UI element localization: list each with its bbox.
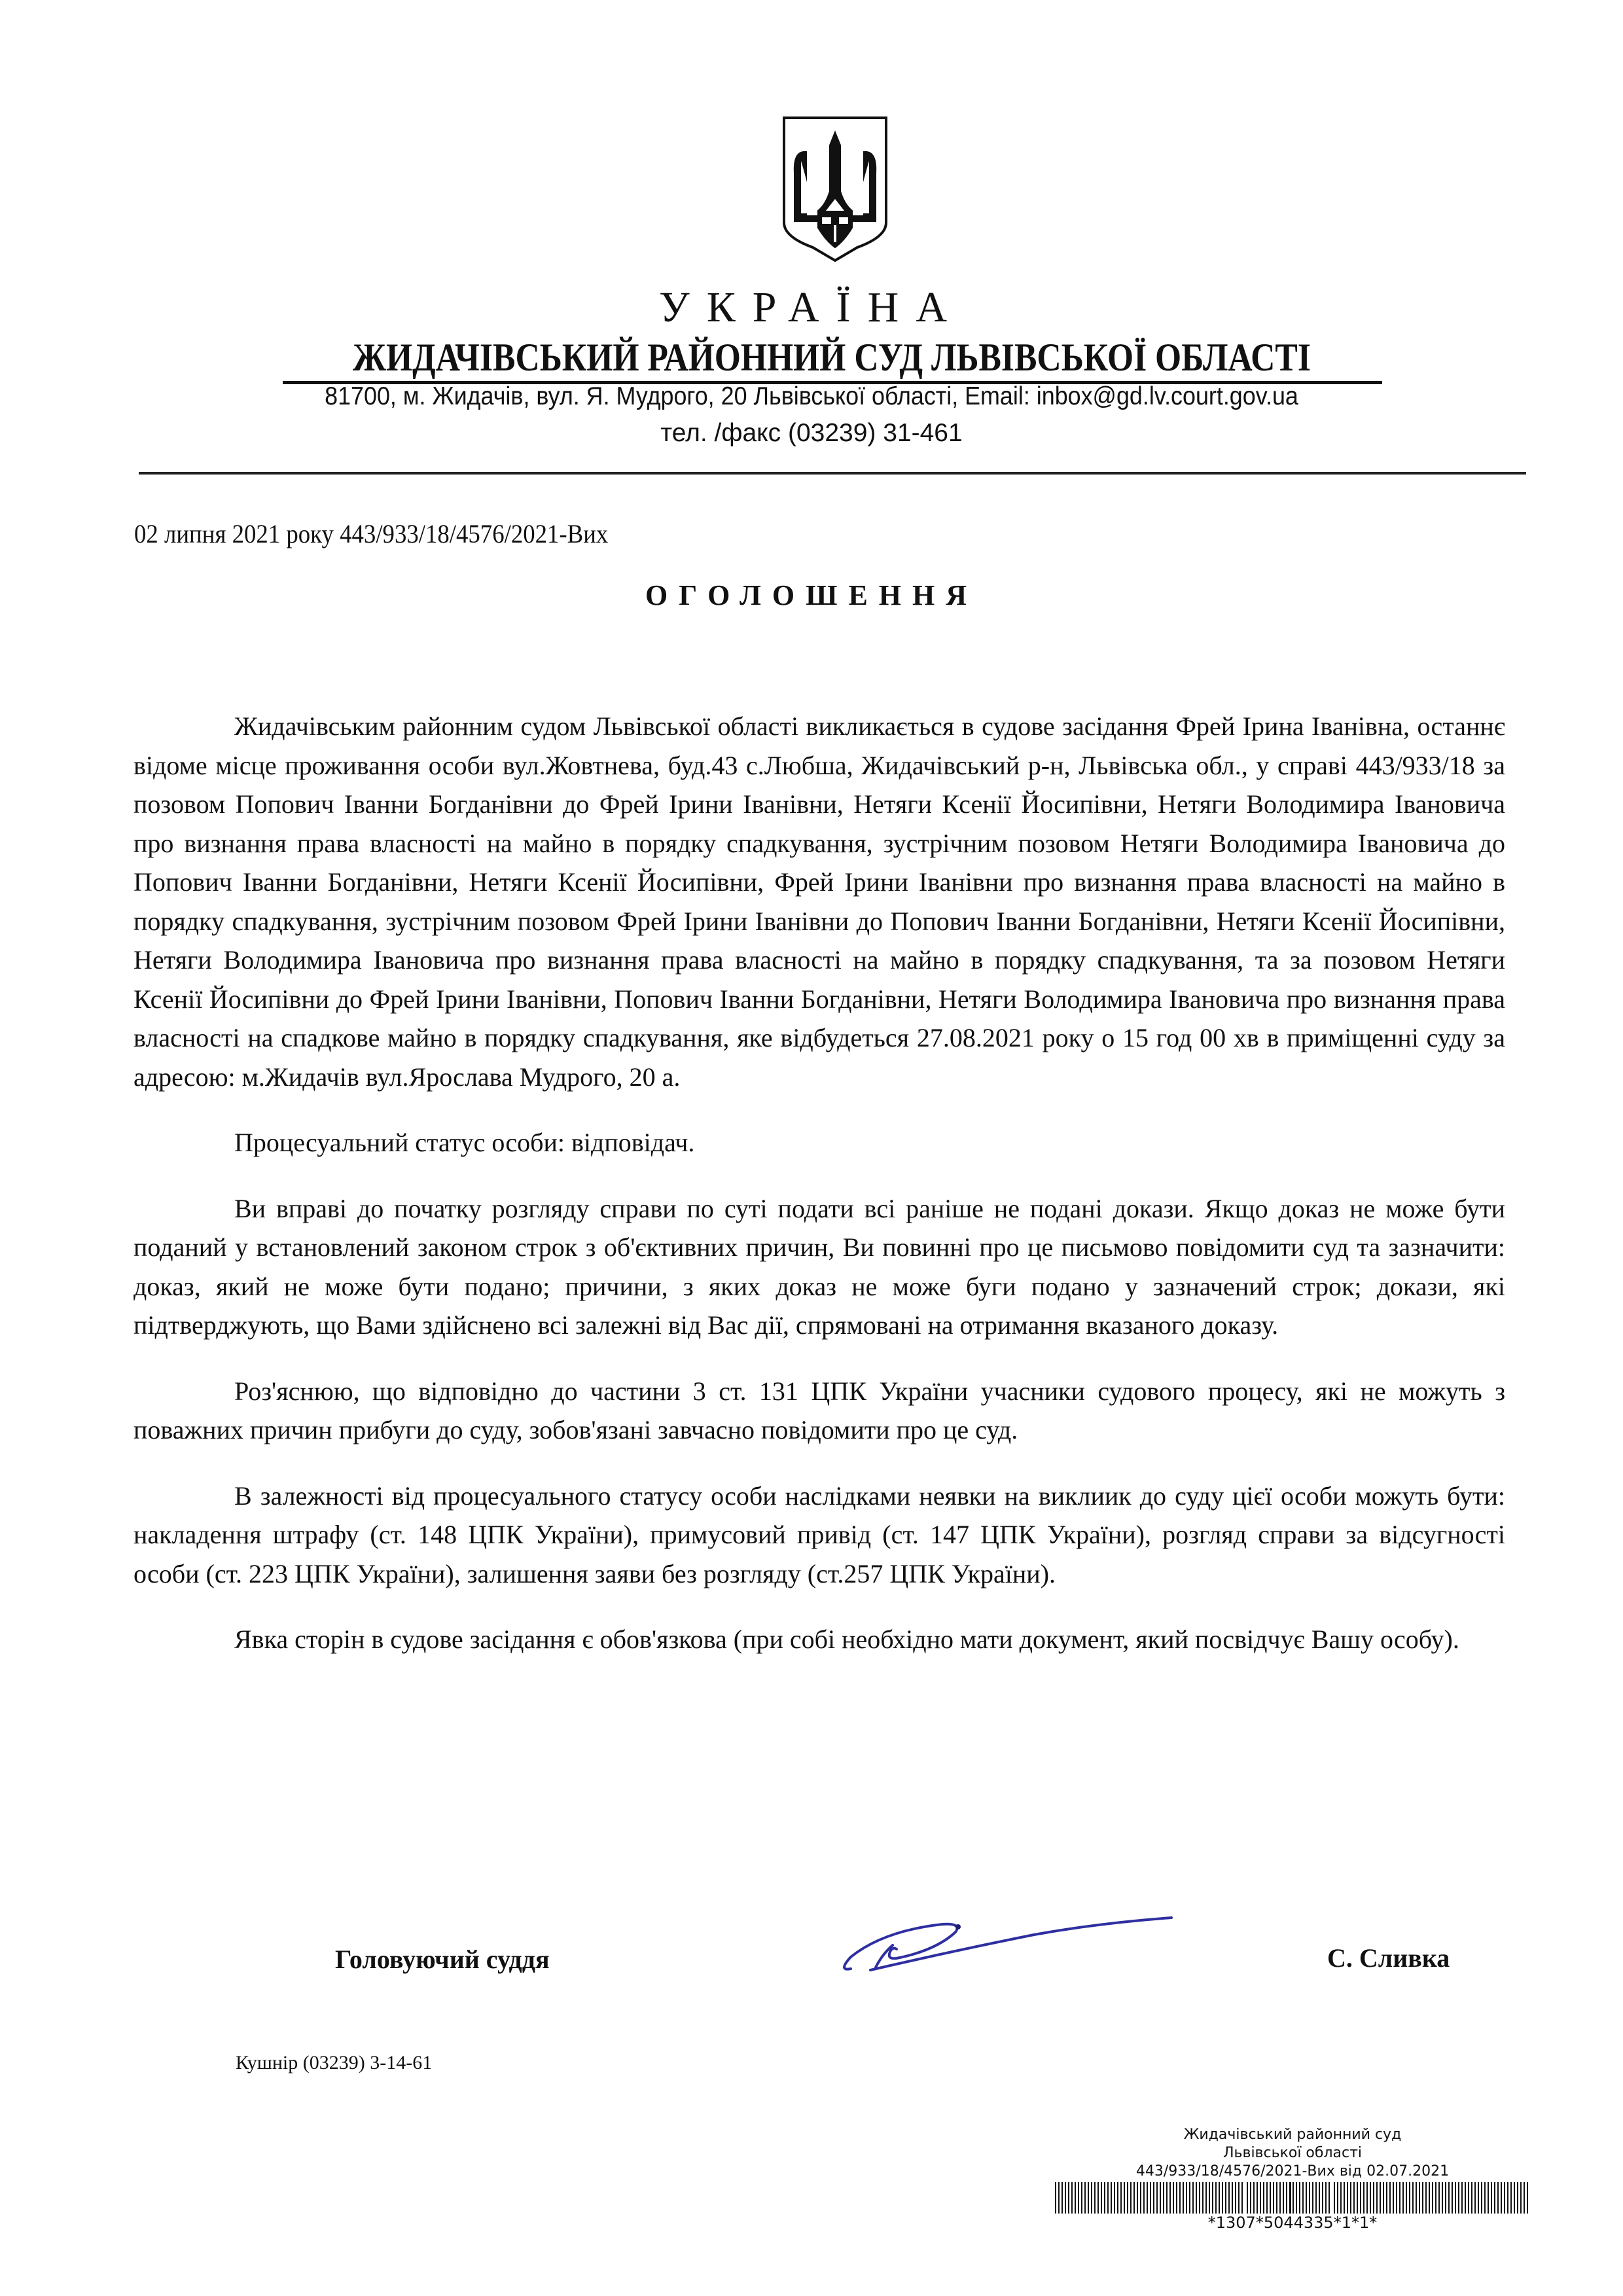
document-title: ОГОЛОШЕННЯ <box>645 579 978 611</box>
barcode-bar <box>1524 2182 1525 2214</box>
paragraph-summons: Жидачівським районним судом Львівської області викликається в судове засідання Фрей Ірина Іванівна, останнє відоме місце проживання особи вул.Жовтнева, буд.43 с.Любша, Жидачівський р-н, Львівська обл., у справі 443/933/18 за позовом Попович Іванни Богданівни до Фрей Ірини Іванівни, Нетяги Ксенії Йосипівни, Нетяги Володимира Івановича про визнання права власності на майно в порядку спадкування, зустрічним позовом Нетяги Володимира Івановича до Попович Іванни Богданівни, Нетяги Ксенії Йосипівни, Фрей Ірини Іванівни про визнання права власності на майно в порядку спадкування, зустрічним позовом Фрей Ірини Іванівни до Попович Іванни Богданівни, Нетяги Ксенії Йосипівни, Нетяги Володимира Івановича про визнання права власності на майно в порядку спадкування, та за позовом Нетяги Ксенії Йосипівни до Фрей Ірини Іванівни, Попович Іванни Богданівни, Нетяги Володимира Івановича про визнання права власності на спадкове майно в порядку спадкування, яке відбудеться 27.08.2021 року о 15 год 00 хв в приміщенні суду за адресою: м.Жидачів вул.Ярослава Мудрого, 20 а. <box>134 711 1505 1092</box>
barcode-bar <box>1334 2182 1335 2214</box>
barcode-bar <box>1429 2182 1430 2214</box>
barcode-bar <box>1357 2182 1358 2214</box>
barcode-bar <box>1422 2182 1423 2214</box>
barcode-bar <box>1192 2182 1194 2214</box>
court-name-heading: ЖИДАЧІВСЬКИЙ РАЙОННИЙ СУД ЛЬВІВСЬКОЇ ОБЛАСТІ <box>353 336 1311 379</box>
barcode-bar <box>1455 2182 1456 2214</box>
barcode-bar <box>1205 2182 1207 2214</box>
paragraph-consequences: В залежності від процесуального статусу особи наслідками неявки на виклиик до суду цієї особи можуть бути: накладення штрафу (ст. 148 ЦПК України), примусовий привід (ст. 147 ЦПК України), розгляд справи за відсугності особи (ст. 223 ЦПК України), залишення заяви без розгляду (ст.257 ЦПК України). <box>134 1480 1505 1588</box>
barcode-bar <box>1219 2182 1220 2214</box>
trident-coat-of-arms-icon <box>779 113 891 264</box>
barcode-bar <box>1270 2182 1271 2214</box>
barcode-bar <box>1235 2182 1236 2214</box>
barcode-bar <box>1494 2182 1495 2214</box>
barcode-bar <box>1124 2182 1125 2214</box>
barcode-bar <box>1312 2182 1313 2214</box>
barcode-bar <box>1253 2182 1255 2214</box>
barcode-bar <box>1273 2182 1274 2214</box>
barcode-bar <box>1260 2182 1261 2214</box>
barcode-bar <box>1501 2182 1502 2214</box>
barcode-bar <box>1150 2182 1151 2214</box>
barcode-bar <box>1337 2182 1338 2214</box>
barcode-bar <box>1065 2182 1066 2214</box>
barcode-bar <box>1283 2182 1284 2214</box>
barcode-bar <box>1209 2182 1210 2214</box>
barcode-bar <box>1094 2182 1096 2214</box>
barcode-bar <box>1504 2182 1505 2214</box>
barcode-bar <box>1481 2182 1482 2214</box>
barcode-bar <box>1409 2182 1410 2214</box>
barcode-bar <box>1169 2182 1171 2214</box>
notice-body <box>134 707 1505 1686</box>
barcode-bar <box>1474 2182 1476 2214</box>
barcode-bar <box>1222 2182 1223 2214</box>
barcode-bar <box>1309 2182 1310 2214</box>
paragraph-explanation: Роз'яснюю, що відповідно до частини 3 ст. 131 ЦПК України учасники судового процесу, які не можуть з поважних причин прибуги до суду, зобов'язані завчасно повідомити про це суд. <box>134 1376 1505 1444</box>
barcode-bar <box>1325 2182 1327 2214</box>
barcode-bar <box>1302 2182 1304 2214</box>
barcode-bar <box>1432 2182 1433 2214</box>
handwritten-signature-icon <box>825 1892 1178 1983</box>
barcode-bar <box>1183 2182 1184 2214</box>
barcode-bar <box>1461 2182 1463 2214</box>
barcode-bar <box>1088 2182 1089 2214</box>
barcode-bar <box>1075 2182 1076 2214</box>
barcode-bar <box>1286 2182 1287 2214</box>
barcode-bar <box>1527 2182 1528 2214</box>
barcode-bar <box>1353 2182 1355 2214</box>
barcode-bar <box>1435 2182 1436 2214</box>
barcode-bar <box>1189 2182 1190 2214</box>
barcode <box>1054 2182 1531 2214</box>
barcode-bar <box>1279 2182 1281 2214</box>
paragraph-evidence: Ви вправі до початку розгляду справи по суті подати всі раніше не подані докази. Якщо доказ не може бути поданий у встановлений законом строк з об'єктивних причин, Ви повинні про це письмово повідомити суд та зазначити: доказ, який не може бути подано; причини, з яких доказ не може буги подано у зазначений строк; докази, які підтверджують, що Вами здійснено всі залежні від Вас дії, спрямовані на отримання вказаного доказу. <box>134 1193 1505 1340</box>
barcode-bar <box>1478 2182 1479 2214</box>
barcode-bar <box>1166 2182 1168 2214</box>
barcode-bar <box>1296 2182 1297 2214</box>
barcode-bar <box>1055 2182 1056 2214</box>
barcode-bar <box>1406 2182 1407 2214</box>
barcode-bar <box>1299 2182 1300 2214</box>
barcode-bar <box>1376 2182 1378 2214</box>
stamp-registration-number: 443/933/18/4576/2021-Вих від 02.07.2021 <box>1135 2163 1450 2179</box>
barcode-bar <box>1143 2182 1145 2214</box>
barcode-bar <box>1491 2182 1492 2214</box>
barcode-bar <box>1058 2182 1060 2214</box>
barcode-bar <box>1196 2182 1197 2214</box>
barcode-bar <box>1160 2182 1161 2214</box>
barcode-bar <box>1399 2182 1400 2214</box>
barcode-bar <box>1266 2182 1268 2214</box>
stamp-court-name: Жидачівський районний суд <box>1183 2126 1402 2143</box>
barcode-bar <box>1340 2182 1342 2214</box>
barcode-bar <box>1289 2182 1291 2214</box>
barcode-bar <box>1366 2182 1368 2214</box>
barcode-bar <box>1071 2182 1073 2214</box>
barcode-bar <box>1263 2182 1264 2214</box>
barcode-bar <box>1176 2182 1177 2214</box>
barcode-bar <box>1517 2182 1518 2214</box>
barcode-bar <box>1215 2182 1217 2214</box>
barcode-bar <box>1212 2182 1213 2214</box>
barcode-bar <box>1137 2182 1138 2214</box>
barcode-bar <box>1520 2182 1522 2214</box>
barcode-bar <box>1250 2182 1251 2214</box>
barcode-bar <box>1416 2182 1417 2214</box>
barcode-bar <box>1442 2182 1443 2214</box>
barcode-bar <box>1199 2182 1200 2214</box>
barcode-bar <box>1228 2182 1230 2214</box>
barcode-bar <box>1389 2182 1391 2214</box>
court-address: 81700, м. Жидачів, вул. Я. Мудрого, 20 Львівської області, Email: inbox@gd.lv.court.gov.ua <box>325 382 1298 410</box>
barcode-bar <box>1257 2182 1258 2214</box>
barcode-bar <box>1396 2182 1397 2214</box>
barcode-bar <box>1347 2182 1348 2214</box>
barcode-bar <box>1238 2182 1240 2214</box>
barcode-bar <box>1319 2182 1320 2214</box>
barcode-bar <box>1114 2182 1115 2214</box>
barcode-bar <box>1202 2182 1204 2214</box>
barcode-bar <box>1306 2182 1307 2214</box>
barcode-bar <box>1445 2182 1446 2214</box>
barcode-bar <box>1156 2182 1158 2214</box>
executor-contact: Кушнір (03239) 3-14-61 <box>236 2052 433 2073</box>
paragraph-procedural-status: Процесуальний статус особи: відповідач. <box>234 1128 695 1157</box>
signatory-title: Головуючий суддя <box>335 1945 550 1974</box>
barcode-bar <box>1322 2182 1323 2214</box>
barcode-bar <box>1068 2182 1069 2214</box>
signatory-name: С. Сливка <box>1327 1943 1450 1973</box>
barcode-bar <box>1091 2182 1092 2214</box>
barcode-bar <box>1380 2182 1381 2214</box>
stamp-region: Львівської області <box>1222 2145 1363 2161</box>
registration-stamp <box>1044 2126 1541 2232</box>
barcode-bar <box>1186 2182 1187 2214</box>
barcode-bar <box>1078 2182 1079 2214</box>
barcode-bar <box>1101 2182 1102 2214</box>
barcode-bar <box>1425 2182 1427 2214</box>
barcode-bar <box>1329 2182 1330 2214</box>
barcode-bar <box>1510 2182 1512 2214</box>
barcode-bar <box>1130 2182 1132 2214</box>
paragraph-attendance: Явка сторін в судове засідання є обов'язкова (при собі необхідно мати документ, який посвідчує Вашу особу). <box>234 1624 1459 1654</box>
barcode-bar <box>1127 2182 1128 2214</box>
outgoing-date-and-number: 02 липня 2021 року 443/933/18/4576/2021-Вих <box>134 519 609 548</box>
barcode-bar <box>1386 2182 1387 2214</box>
barcode-bar <box>1438 2182 1440 2214</box>
barcode-bar <box>1360 2182 1361 2214</box>
barcode-bar <box>1514 2182 1515 2214</box>
barcode-bar <box>1147 2182 1148 2214</box>
barcode-bar <box>1225 2182 1226 2214</box>
barcode-bar <box>1061 2182 1063 2214</box>
barcode-bar <box>1465 2182 1466 2214</box>
barcode-bar <box>1084 2182 1086 2214</box>
barcode-bar <box>1163 2182 1164 2214</box>
barcode-bar <box>1173 2182 1174 2214</box>
barcode-bar <box>1488 2182 1489 2214</box>
barcode-bar <box>1293 2182 1294 2214</box>
barcode-bar <box>1471 2182 1472 2214</box>
barcode-bar <box>1117 2182 1118 2214</box>
barcode-bar <box>1448 2182 1450 2214</box>
country-heading: УКРАЇНА <box>659 283 964 331</box>
barcode-bar <box>1097 2182 1099 2214</box>
barcode-bar <box>1484 2182 1486 2214</box>
barcode-bar <box>1412 2182 1414 2214</box>
barcode-bar <box>1468 2182 1469 2214</box>
barcode-bar <box>1247 2182 1248 2214</box>
header-divider <box>139 472 1526 475</box>
barcode-bar <box>1241 2182 1243 2214</box>
barcode-bar <box>1458 2182 1459 2214</box>
barcode-bar <box>1133 2182 1135 2214</box>
barcode-bar <box>1507 2182 1508 2214</box>
barcode-bar <box>1111 2182 1112 2214</box>
barcode-bar <box>1104 2182 1105 2214</box>
barcode-bar <box>1153 2182 1154 2214</box>
barcode-bar <box>1315 2182 1317 2214</box>
barcode-bar <box>1363 2182 1364 2214</box>
barcode-text: *1307*5044335*1*1* <box>1207 2214 1378 2232</box>
barcode-bar <box>1452 2182 1453 2214</box>
barcode-bar <box>1393 2182 1394 2214</box>
barcode-bar <box>1383 2182 1384 2214</box>
barcode-bar <box>1081 2182 1082 2214</box>
barcode-bar <box>1232 2182 1233 2214</box>
barcode-bar <box>1179 2182 1181 2214</box>
barcode-bar <box>1140 2182 1141 2214</box>
barcode-bar <box>1497 2182 1499 2214</box>
barcode-bar <box>1344 2182 1345 2214</box>
barcode-bar <box>1370 2182 1371 2214</box>
barcode-bar <box>1373 2182 1374 2214</box>
barcode-bar <box>1350 2182 1351 2214</box>
barcode-bar <box>1419 2182 1420 2214</box>
barcode-bar <box>1120 2182 1122 2214</box>
court-phone-fax: тел. /факс (03239) 31-461 <box>660 419 963 447</box>
barcode-bar <box>1107 2182 1109 2214</box>
signature-block <box>0 1931 1623 2009</box>
barcode-bar <box>1276 2182 1277 2214</box>
barcode-bar <box>1402 2182 1404 2214</box>
